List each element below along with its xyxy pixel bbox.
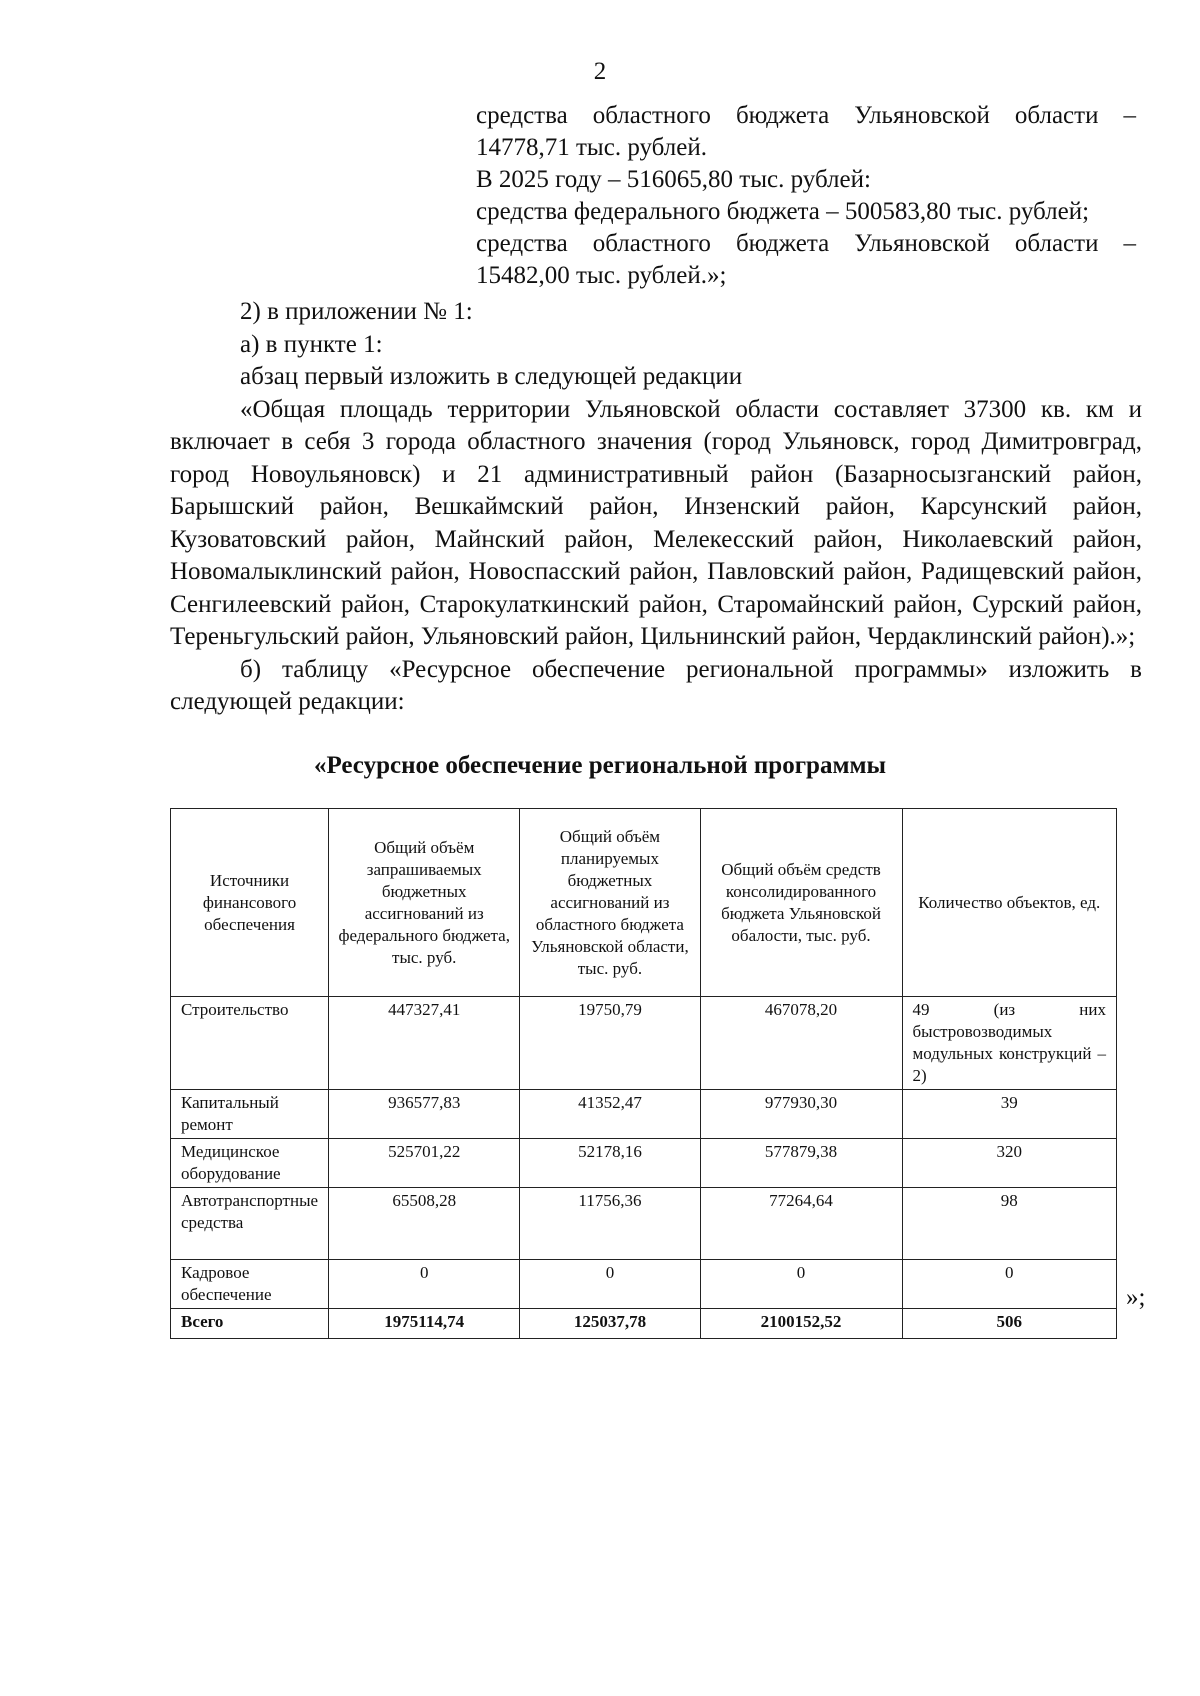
row-regional: 11756,36 [520, 1188, 700, 1260]
row-source: Медицинское оборудование [171, 1139, 329, 1188]
header-count: Количество объектов, ед. [902, 809, 1116, 997]
federal-2025-funding: средства федерального бюджета – 500583,80 тыс. рублей; [476, 198, 1090, 225]
row-regional: 0 [520, 1260, 700, 1309]
row-count: 0 [902, 1260, 1116, 1309]
row-federal: 936577,83 [329, 1090, 520, 1139]
table-total-row [171, 1309, 1117, 1339]
table-row [171, 1260, 1117, 1309]
row-consolidated: 577879,38 [700, 1139, 902, 1188]
row-consolidated: 0 [700, 1260, 902, 1309]
table-intro: б) таблицу «Ресурсное обеспечение региональной программы» изложить в следующей редакции: [170, 655, 1142, 715]
page-number: 2 [593, 58, 607, 85]
row-regional: 19750,79 [520, 997, 700, 1090]
row-source: Автотранспортные средства [171, 1188, 329, 1260]
row-federal: 0 [329, 1260, 520, 1309]
row-regional: 41352,47 [520, 1090, 700, 1139]
table-row [171, 997, 1117, 1090]
row-count: 39 [902, 1090, 1116, 1139]
row-consolidated: 977930,30 [700, 1090, 902, 1139]
row-count: 49 (из них быстровозводимых модульных конструкций – 2) [902, 997, 1116, 1090]
table-row [171, 1090, 1117, 1139]
total-consolidated: 2100152,52 [700, 1309, 902, 1339]
total-federal: 1975114,74 [329, 1309, 520, 1339]
table-header-row [171, 809, 1117, 997]
header-federal: Общий объём запрашиваемых бюджетных ассигнований из федерального бюджета, тыс. руб. [329, 809, 520, 997]
row-count: 320 [902, 1139, 1116, 1188]
regional-2024-funding: средства областного бюджета Ульяновской области – 14778,71 тыс. рублей. [476, 102, 1136, 161]
header-consolidated: Общий объём средств консолидированного бюджета Ульяновской обалости, тыс. руб. [700, 809, 902, 997]
table-row [171, 1188, 1117, 1260]
total-count: 506 [902, 1309, 1116, 1339]
row-source: Капитальный ремонт [171, 1090, 329, 1139]
resource-table [170, 808, 1117, 1339]
year-2025-total: В 2025 году – 516065,80 тыс. рублей: [476, 166, 871, 193]
closing-quote-mark: »; [1126, 1284, 1146, 1311]
row-consolidated: 467078,20 [700, 997, 902, 1090]
funding-continuation [476, 100, 1136, 292]
row-consolidated: 77264,64 [700, 1188, 902, 1260]
row-federal: 65508,28 [329, 1188, 520, 1260]
paragraph-instruction: абзац первый изложить в следующей редакции [240, 363, 743, 390]
appendix-clause: 2) в приложении № 1: [240, 298, 473, 325]
header-source: Источники финансового обеспечения [171, 809, 329, 997]
header-regional: Общий объём планируемых бюджетных ассигнований из областного бюджета Ульяновской области, тыс. руб. [520, 809, 700, 997]
total-regional: 125037,78 [520, 1309, 700, 1339]
total-label: Всего [171, 1309, 329, 1339]
point-clause: а) в пункте 1: [240, 330, 383, 358]
table-title: «Ресурсное обеспечение региональной программы [313, 752, 887, 779]
regional-2025-funding: средства областного бюджета Ульяновской области – 15482,00 тыс. рублей.»; [476, 230, 1136, 289]
row-count: 98 [902, 1188, 1116, 1260]
amendment-text [170, 296, 1142, 719]
table-row [171, 1139, 1117, 1188]
territory-paragraph: «Общая площадь территории Ульяновской области составляет 37300 кв. км и включает в себя 3 города областного значения (город Ульяновск, город Димитровград, город Новоульяновск) и 21 административный район (Базарносызганский район, Барышский район, Вешкаймский район, Инзенский район, Карсунский район, Кузоватовский район, Майнский район, Мелекесский район, Николаевский район, Новомалыклинский район, Новоспасский район, Павловский район, Радищевский район, Сенгилеевский район, Старокулаткинский район, Старомайнский район, Сурский район, Тереньгульский район, Ульяновский район, Цильнинский район, Чердаклинский район).»; [170, 395, 1142, 650]
row-federal: 447327,41 [329, 997, 520, 1090]
row-source: Строительство [171, 997, 329, 1090]
row-regional: 52178,16 [520, 1139, 700, 1188]
row-federal: 525701,22 [329, 1139, 520, 1188]
row-source: Кадровое обеспечение [171, 1260, 329, 1309]
